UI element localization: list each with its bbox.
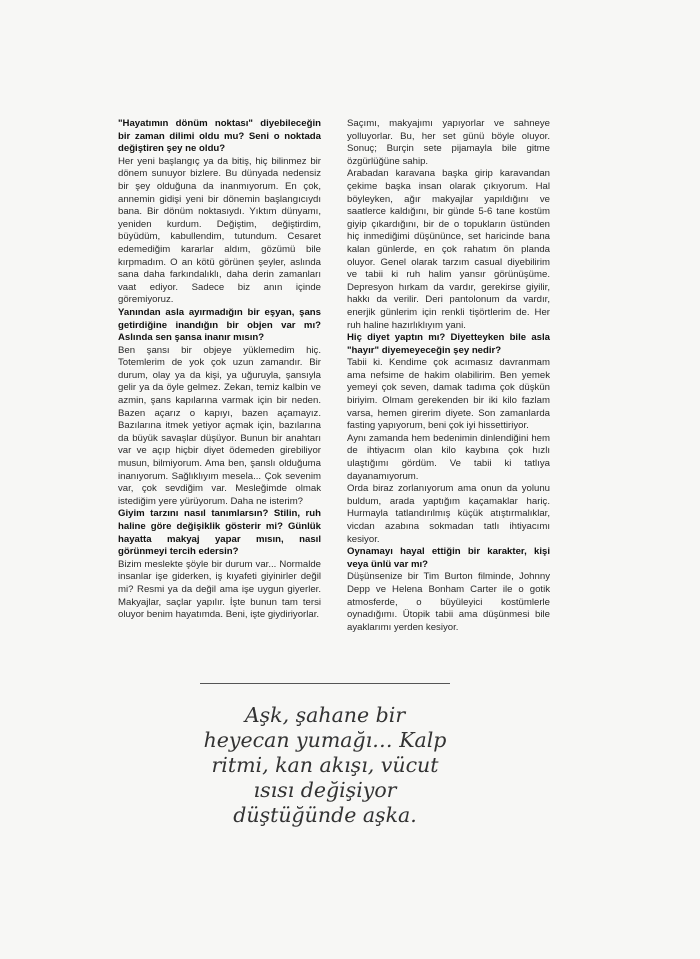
interview-answer: Orda biraz zorlanıyorum ama onun da yolunu buldum, arada yaptığım kaçamaklar hariç. Hurmayla tatlandırılmış küçük atıştırmalıklar, vicdan azabına sokmadan tatlı ihtiyacımı kesiyor. (347, 483, 550, 545)
article-body (118, 118, 550, 634)
pull-quote-divider (200, 683, 450, 684)
interview-question: "Hayatımın dönüm noktası" diyebileceğin bir zaman dilimi oldu mu? Seni o noktada değiştiren şey ne oldu? (118, 118, 321, 155)
left-column (118, 118, 321, 634)
interview-question: Yanından asla ayırmadığın bir eşyan, şans getirdiğine inandığın bir objen var mı? Aslında sen şansa inanır mısın? (118, 306, 321, 344)
interview-answer: Bizim meslekte şöyle bir durum var... Normalde insanlar işe giderken, iş kıyafeti giyinirler değil mi? Resmi ya da değil ama işe uygun giyerler. Makyajlar, saçlar yapılır. İşte bunun tam tersi oluyor benim hayatımda. Beni, işte giydiriyorlar. (118, 558, 321, 621)
interview-question: Oynamayı hayal ettiğin bir karakter, kişi veya ünlü var mı? (347, 546, 550, 570)
interview-answer: Her yeni başlangıç ya da bitiş, hiç bilinmez bir dönem sunuyor bizlere. Bu dünyada nedensiz bir şey olduğuna da inanmıyorum. En çok, annemin gidişi yeni bir dönemin başlangıcıydı bana. Bir dönüm noktasıydı. Yıktım dünyamı, yeniden kurdum. Değiştim, değiştirdim, büyüdüm, kabullendim, tutundum. Cesaret edemediğim kararlar aldım, gözümü bile kırpmadım. O an kötü görünen şeyler, aslında sana daha farkındalıklı, daha derin zamanları vaat ediyor. Sadece biz anın içinde göremiyoruz. (118, 155, 321, 306)
interview-answer: Düşünsenize bir Tim Burton filminde, Johnny Depp ve Helena Bonham Carter ile o gotik atmosferde, o büyüleyici kostümlerle oynadığımı. Ütopik tabii ama düşünmesi bile ayaklarımı yerden kesiyor. (347, 571, 550, 633)
pull-quote: Aşk, şahane bir heyecan yumağı… Kalp ritmi, kan akışı, vücut ısısı değişiyor düştüğünde aşka. (203, 703, 447, 827)
interview-answer: Ben şansı bir objeye yüklemedim hiç. Totemlerim de yok çok uzun zamandır. Bir durum, olay ya da kişi, ya uğuruyla, şansıyla gelir ya da öyle gelmez. Zekan, temiz kalbin ve azmin, şans kapılarına varmak için bir neden. Bazen açarız o kapıyı, bazen açamayız. Bazılarına itmek yetiyor açmak için, bazılarına da büyük savaşlar düşüyor. Bunun bir anahtarı var ve açıp hiçbir diyet ödemeden girebiliyor musun, bilmiyorum. Ama ben, şanslı olduğuma inanıyorum. Sağlıklıyım mesela... Çok sevenim var, çok sevdiğim var. Mesleğimde olmak istediğim yere yürüyorum. Daha ne isterim? (118, 344, 321, 507)
interview-answer: Arabadan karavana başka girip karavandan çekime başka insan olarak çıkıyorum. Hal böyleyken, ağır makyajlar yapıldığını ve saatlerce kaldığını, bir günde 5-6 tane kostüm giyip çıkardığını, bir de o topukların üstünden hiç inmediğimi düşününce, set haricinde bana kalan günlerde, en çok rahatım ön planda oluyor. Genel olarak tarzım casual diyebilirim ve tabii ki ruh halim yansır görünüşüme. Depresyon hırkam da vardır, gerekirse giyilir, hakkı da verilir. Deri pantolonum da vardır, enerjik günlerim için renkli tişörtlerim de. Her ruh haline hazırlıklıyım yani. (347, 168, 550, 331)
interview-question: Hiç diyet yaptın mı? Diyetteyken bile asla "hayır" diyemeyeceğin şey nedir? (347, 332, 550, 356)
right-column (347, 118, 550, 634)
interview-answer: Saçımı, makyajımı yapıyorlar ve sahneye yolluyorlar. Bu, her set günü böyle oluyor. Sonuç; Burçin sete pijamayla bile gitme özgürlüğüne sahip. (347, 118, 550, 167)
interview-answer: Tabii ki. Kendime çok acımasız davranmam ama nefsime de hakim olabilirim. Ben yemek yemeyi çok seven, damak tadıma çok düşkün biriyim. Olmam gerekenden bir iki kilo fazlam varsa, hemen girerim diyete. Son zamanlarda fasting yapıyorum, beni çok iyi hissettiriyor. (347, 357, 550, 432)
interview-answer: Aynı zamanda hem bedenimin dinlendiğini hem de ihtiyacım olan kilo kaybına çok hızlı ulaştığımı gördüm. Ve tabii ki tatlıya dayanamıyorum. (347, 432, 550, 482)
interview-question: Giyim tarzını nasıl tanımlarsın? Stilin, ruh haline göre değişiklik gösterir mi? Günlük hayatta makyaj yapar mısın, nasıl görünmeyi tercih edersin? (118, 508, 321, 558)
